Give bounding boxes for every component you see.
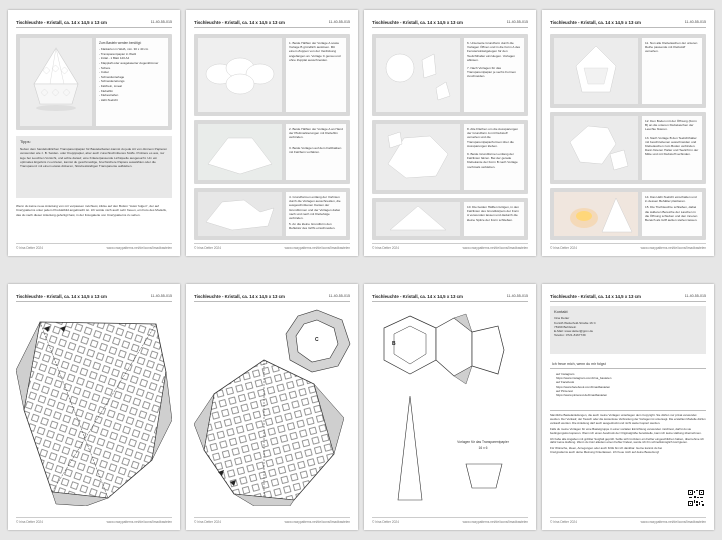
- step-photo: [554, 116, 638, 180]
- step-photo: [554, 38, 638, 104]
- step-panel: [194, 120, 350, 184]
- trapezoid-template-drawing: [464, 462, 504, 490]
- step-text-line: 8. Alle Flächen um die Aussparungen der Grundform A mit Klebstoff versehen und die Transparentpapierformen über die Aussparungen kleben.: [467, 127, 519, 148]
- contact-heading: Kontakt: [554, 309, 568, 314]
- step-photo: [554, 192, 638, 236]
- page-code: 11-40-55-015: [506, 20, 528, 24]
- triangle-template-drawing: [396, 394, 424, 502]
- contact-line: Kurtoff-Wetterfeld-Straße 16 C: [554, 320, 596, 325]
- page-title: Tischleuchte - Kristall, ca. 14 x 14,5 x 13 cm: [550, 294, 641, 299]
- step-photo: [376, 38, 460, 112]
- qr-code-icon: [688, 490, 704, 506]
- step-text-line: 2. Beide Hälften der Vorlage A an Hand der Pfeilmarkierungen mit Klebefilm verbinden.: [289, 127, 343, 140]
- materials-box: [96, 38, 168, 126]
- page-3: [364, 10, 536, 256]
- step-photo-image: [376, 202, 460, 236]
- footer-divider: [194, 243, 350, 244]
- step-text-line: 5. An die kleine Grundform den Reflektor des Griffs einschneiden.: [289, 222, 336, 231]
- material-item: - Cutter: [99, 70, 165, 75]
- footer-copyright: © Irina Detter 2024: [16, 246, 43, 250]
- step-text: [464, 38, 524, 112]
- footer-copyright: © Irina Detter 2024: [372, 520, 399, 524]
- step-text: 1. Beide Hälften der Vorlage A sowie Vorlage B gründlich auslösen. Mit einem Zuppen von der Verdickung angefangen an. Vorlage C genau und ohne Zupplat ausschneiden.: [286, 38, 346, 112]
- follow-heading: Ich freue mich, wenn du mir folgst: [552, 362, 606, 366]
- step-text-line: 9. Beide Grundformen entlang der Falzlinien falzen. Bei der gerade Klebekante der Form B nach Vorlage nochmals verkleben.: [467, 152, 518, 169]
- footer-url: www.crazypatterns.net/de/icons/limadbastelen: [284, 246, 350, 250]
- transparent-paper-trapezoid: [464, 462, 504, 490]
- step-panel: [372, 120, 528, 194]
- template-b-drawing: [380, 310, 526, 390]
- instagram-label: auf Instagram: [556, 372, 575, 376]
- header-divider: [550, 27, 706, 28]
- footer-divider: [16, 243, 172, 244]
- material-item: - Falzbein, Lineal: [99, 84, 165, 89]
- template-c-label: C: [315, 337, 319, 343]
- footer-divider: [194, 517, 350, 518]
- crystal-lamp-image: [20, 38, 92, 126]
- step-text-line: 6. Unterseite Grundform durch die Vorlagen Öffnen und in die Form A des Fensterwinkelgelegen für den Teelichthalter einzulegen. Vorlagen ablösen.: [467, 41, 521, 62]
- legal-paragraph: Für Wünsche, Ideen, Anregungen oder auch Kritik bin ich dankbar. Gerne kannst du bei Crazypatterns auch deine Meinung hinterlassen. Ich freue mich auf deine Bewertung!: [550, 446, 662, 455]
- tips-text: Neben dem handelsüblichen Transparentpapier für Bastelarbeiten kannst du jede Art von dünnem Papieren verwenden wie z. B. Seiden- oder Krepppapier, aber auch zurechtschnittenes Stoffe. Probiere es aus, nur lege bei Leuchten Vorsicht, und achte darauf, eine Kräuterpassende Lichtquelle ausgesucht. Um ein optimales Ergebnis zu erzielen, kannst du geschmeidige, bruchsichere Papiere auswählen oder die Transparenz mit einem etwas dickeren, hitzebeständigen Transparente aufkleben.: [20, 147, 168, 169]
- footer-url: www.crazypatterns.net/de/icons/limadbastelen: [462, 520, 528, 524]
- materials-title: Zum Basteln werden benötigt:: [99, 41, 142, 45]
- step-photo-image: [376, 38, 460, 112]
- header-divider: [550, 301, 706, 302]
- product-photo: [20, 38, 92, 126]
- header-divider: [194, 27, 350, 28]
- step-text: [286, 192, 346, 236]
- contact-line: Irina Detter: [554, 316, 570, 321]
- contact-box: [550, 306, 706, 354]
- step-text: 10. Die beiden Hälften fertigen, in den Falzlinien des Grundkörpers der Form A verwenden lassen und dadurch die kleine Spitze der Form schließen.: [464, 202, 524, 236]
- contact-line: 78199 Behlstein: [554, 324, 577, 329]
- step-photo: [376, 124, 460, 190]
- step-photo: [198, 38, 282, 112]
- page-2: [186, 10, 358, 256]
- step-text: [642, 192, 702, 236]
- page-title: Tischleuchte - Kristall, ca. 14 x 14,5 x 13 cm: [372, 294, 463, 299]
- header-divider: [372, 27, 528, 28]
- follow-text: Wenn du keine neue Anleitung von mir verpassen möchtest, klicke auf den Button "Autor folgen", der auf Crazypatterns unter jedem Produktbild angebracht ist. Ich würde mich auch sehr freuen, ein Foto des Modells, das du nach dieser Anleitung gefertigt hast, in der Fotogalerie von Crazypatterns zu sehen.: [16, 204, 167, 217]
- page-code: 11-40-55-015: [150, 294, 172, 298]
- material-item: - Klapptaft oder ausgelaserter Augenklimmer: [99, 61, 165, 66]
- page-title: Tischleuchte - Kristall, ca. 14 x 14,5 x 13 cm: [16, 294, 107, 299]
- legal-text: [550, 414, 706, 455]
- footer-copyright: © Irina Detter 2024: [194, 520, 221, 524]
- lattice-pattern-drawing: [16, 310, 172, 506]
- tips-title: Tipps:: [20, 139, 31, 144]
- step-photo-image: [554, 192, 638, 236]
- step-text-line: 13. Nach Vorlage B den Teelichthalter mit beschriebenen ausschneiden und Klebelaschen zum Boden verbinden. Dann fixieren Halter und Teelicht in der Mitte und mit Klebstoff verbinden.: [645, 135, 699, 157]
- step-panel: [550, 112, 706, 184]
- footer-url: www.crazypatterns.net/de/icons/limadbastelen: [640, 520, 706, 524]
- page-6: [186, 284, 358, 530]
- facebook-label: auf Facebook: [556, 380, 575, 385]
- page-code: 11-40-55-015: [328, 20, 350, 24]
- template-b: [380, 310, 526, 390]
- footer-url: www.crazypatterns.net/de/icons/limadbastelen: [106, 246, 172, 250]
- footer-url: www.crazypatterns.net/de/icons/limadbastelen: [106, 520, 172, 524]
- transparent-paper-triangle: [396, 394, 424, 502]
- legal-paragraph: Sämtliche Bastelanleitungen, die auch meine Vorlagen unterliegen dem Copyright. Sie dürfen nur privat verwendet werden. Der Verkauf, der Tausch oder die kostenlose Verbreitung der Vorlagen ist untersagt. Die erstellten Modelle dürfen verkauft werden. Die Anleitung darf auch ausgedruckt und nicht weiter kopiert werden.: [550, 413, 706, 425]
- page-1: [8, 10, 180, 256]
- footer-divider: [372, 243, 528, 244]
- page-7: [364, 284, 536, 530]
- social-links: [556, 372, 706, 397]
- page-5: [8, 284, 180, 530]
- page-4: [542, 10, 714, 256]
- page-title: Tischleuchte - Kristall, ca. 14 x 14,5 x 13 cm: [16, 20, 107, 25]
- template-a-right-half: [194, 354, 344, 506]
- step-text-line: 14. Das LED-Teelicht einschalten und in dessen Behälter platzieren.: [645, 195, 697, 204]
- page-title: Tischleuchte - Kristall, ca. 14 x 14,5 x 13 cm: [550, 20, 641, 25]
- step-text: 11. Nun alle Klebelaschen der unteren Reihe passende mit Klebstoff versehen.: [642, 38, 702, 104]
- step-photo-image: [198, 124, 282, 180]
- follow-divider: [550, 368, 706, 369]
- pinterest-label: auf Pinterest: [556, 388, 573, 393]
- step-photo-image: [554, 38, 638, 104]
- materials-list: [99, 47, 165, 102]
- header-divider: [16, 301, 172, 302]
- step-panel: [550, 188, 706, 240]
- material-item: - Transparentpapier in Weiß: [99, 52, 165, 57]
- pinterest-link[interactable]: https://www.pinterest.de/limadbastelen: [556, 393, 608, 398]
- step-text: [286, 124, 346, 180]
- step-text-line: 4. Grundformen entlang der Vorlinien durch die Vorlagen ausschneiden, die ausgeschnittenen Kanten der Grundformen und der Vorlagen dabei nach und nach mit Klebefolge verbinden.: [289, 195, 341, 221]
- step-panel: [372, 34, 528, 116]
- legal-paragraph: Ich habe alle Angaben mit größter Sorgfalt geprüft. Sollte sich trotzdem ein Fehler eingeschlichen haben, übernehme ich dafür keine Haftung. Wenn du trotz alledem einen Fehler findest, werde ich ihn schnellstmöglich korrigieren.: [550, 436, 704, 445]
- facebook-link[interactable]: https://www.facebook.com/limadbastelen: [556, 384, 611, 389]
- footer-copyright: © Irina Detter 2024: [550, 520, 577, 524]
- material-item: - Klebefilm: [99, 89, 165, 94]
- material-item: - Schere: [99, 66, 165, 71]
- step-text-line: 7. Nach Vorlagen für das Transparentpapier je sechs Formen zuschneiden.: [467, 66, 516, 79]
- contact-phone: Telefon: 0721-8167739: [554, 333, 586, 338]
- template-a-left-half: [16, 310, 172, 506]
- step-panel: [372, 198, 528, 240]
- page-title: Tischleuchte - Kristall, ca. 14 x 14,5 x 13 cm: [372, 20, 463, 25]
- step-photo: [376, 202, 460, 236]
- footer-copyright: © Irina Detter 2024: [550, 246, 577, 250]
- header-divider: [372, 301, 528, 302]
- footer-url: www.crazypatterns.net/de/icons/limadbastelen: [640, 246, 706, 250]
- step-panel: [550, 34, 706, 108]
- footer-copyright: © Irina Detter 2024: [372, 246, 399, 250]
- step-panel: [194, 188, 350, 240]
- transparent-paper-caption: Vorlagen für das Transparentpapier: [457, 440, 509, 444]
- step-photo-image: [554, 116, 638, 180]
- header-divider: [194, 301, 350, 302]
- footer-url: www.crazypatterns.net/de/icons/limadbastelen: [284, 520, 350, 524]
- step-photo-image: [376, 124, 460, 190]
- material-item: - Klarkarton in Weiß, min. 30 x 40 cm: [99, 47, 165, 52]
- legal-divider: [550, 410, 706, 411]
- step-text: [642, 116, 702, 180]
- footer-copyright: © Irina Detter 2024: [194, 246, 221, 250]
- contact-email[interactable]: E-Mail: www.detter@gmx.de: [554, 329, 594, 334]
- page-code: 11-40-55-015: [506, 294, 528, 298]
- step-text-line: 3. Beide Vorlagen auf dem Falzbalken mit Falzbein vorfalzen.: [289, 145, 342, 154]
- step-photo-image: [198, 38, 282, 112]
- transparent-paper-count: 16 x 6: [478, 446, 488, 450]
- step-photo-image: [198, 192, 282, 236]
- page-8: [542, 284, 714, 530]
- footer-url: www.crazypatterns.net/de/icons/limadbastelen: [462, 246, 528, 250]
- legal-paragraph: Falls du meine Vorlagen für eine Bastelgruppe in einer sozialen Einrichtung verwenden möchtest, darfst du sie bedingungslos kopieren. Wenn ich einen Ausdruck der Originalgröße bereitstelle, kann ich keine Haftung übernehmen.: [550, 426, 702, 435]
- page-title: Tischleuchte - Kristall, ca. 14 x 14,5 x 13 cm: [194, 20, 285, 25]
- instagram-link[interactable]: https://www.instagram.com/irina_bastelen: [556, 376, 612, 381]
- step-photo: [198, 192, 282, 236]
- footer-divider: [16, 517, 172, 518]
- page-code: 11-40-55-015: [150, 20, 172, 24]
- footer-divider: [550, 243, 706, 244]
- step-photo: [198, 124, 282, 180]
- material-item: - Initial - 1 Blatt 120 A4: [99, 56, 165, 61]
- header-divider: [16, 27, 172, 28]
- material-item: - Schneidunterlage: [99, 75, 165, 80]
- footer-divider: [372, 517, 528, 518]
- page-code: 11-40-55-015: [328, 294, 350, 298]
- materials-panel: [16, 34, 172, 130]
- lattice-pattern-drawing: [194, 354, 344, 506]
- tips-box: [16, 136, 172, 198]
- step-text-line: 12. Den Boden mit der Öffnung (Form B) an die unteren Klebelaschen der Leuchte fixieren.: [645, 119, 697, 132]
- material-item: - Klebestreifen: [99, 93, 165, 98]
- material-item: - Schneidezeitungs: [99, 79, 165, 84]
- page-title: Tischleuchte - Kristall, ca. 14 x 14,5 x 13 cm: [194, 294, 285, 299]
- material-item: - LED-Teelicht: [99, 98, 165, 103]
- step-panel: [194, 34, 350, 116]
- page-code: 11-40-55-015: [684, 294, 706, 298]
- step-text: [464, 124, 524, 190]
- footer-divider: [550, 517, 706, 518]
- page-code: 11-40-55-015: [684, 20, 706, 24]
- step-text-line: 15. Die Tischleuchte schließen, dabei die äußeren Bereiche der Laschen in die Öffnung schieben und den inneren Bereich als Griff außen stehen lassen.: [645, 205, 698, 223]
- footer-copyright: © Irina Detter 2024: [16, 520, 43, 524]
- template-b-label: B: [392, 341, 396, 347]
